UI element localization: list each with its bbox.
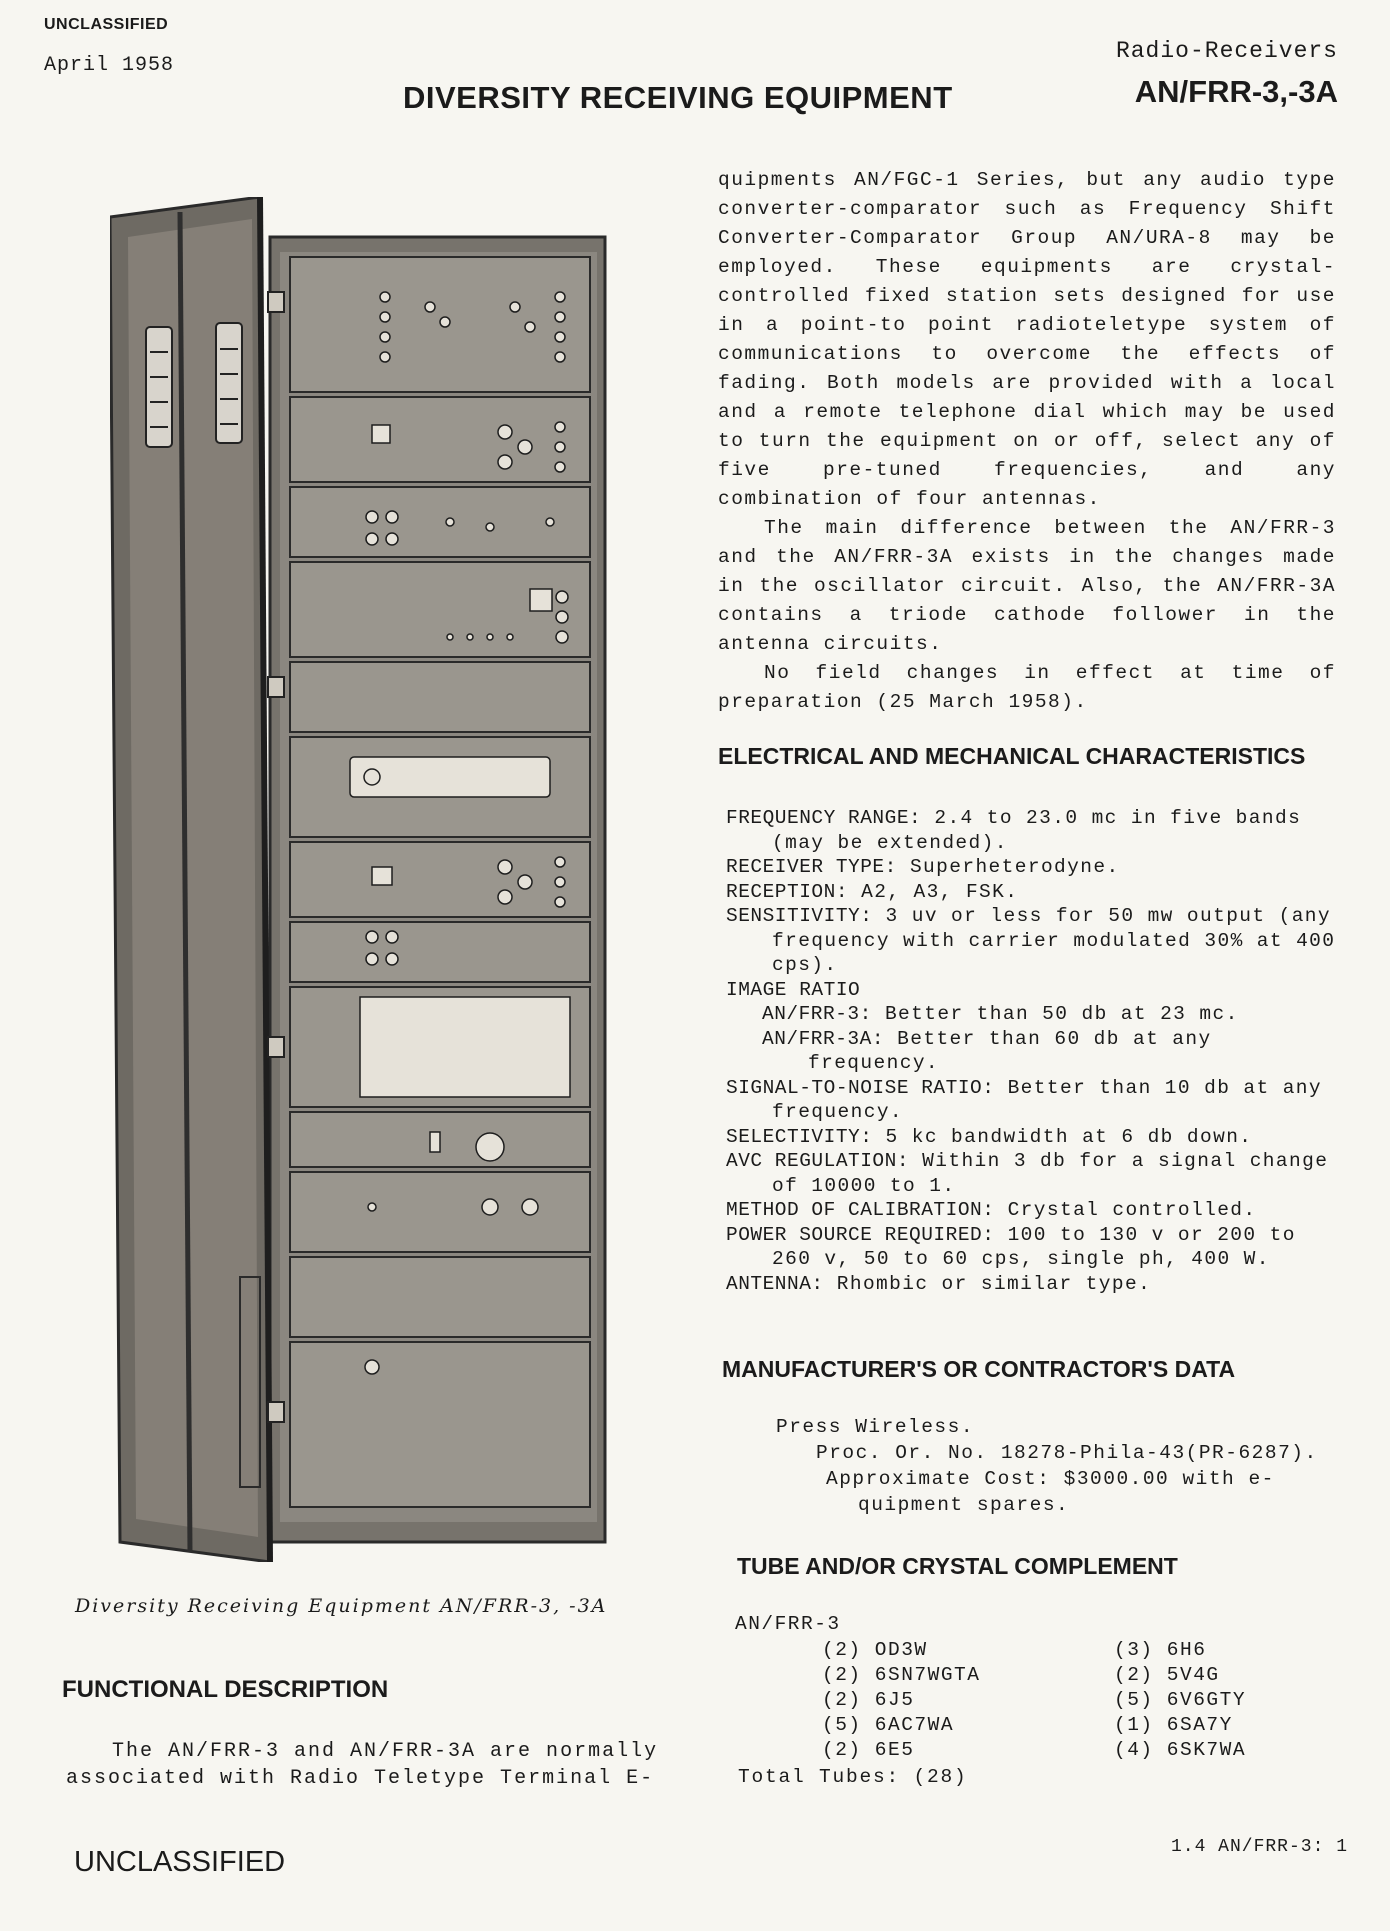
spec-signal-to-noise: SIGNAL-TO-NOISE RATIO: Better than 10 db at any frequency. bbox=[726, 1076, 1323, 1123]
tube-heading: TUBE AND/OR CRYSTAL COMPLEMENT bbox=[737, 1553, 1178, 1579]
approximate-cost-continued: quipment spares. bbox=[858, 1494, 1070, 1516]
manufacturer-heading: MANUFACTURER'S OR CONTRACTOR'S DATA bbox=[722, 1356, 1236, 1382]
spec-calibration: METHOD OF CALIBRATION: Crystal controlled. bbox=[726, 1199, 1257, 1221]
spec-receiver-type: RECEIVER TYPE: Superheterodyne. bbox=[726, 856, 1120, 878]
tube-item: (5) 6V6GTY bbox=[1114, 1689, 1247, 1711]
functional-text bbox=[66, 1738, 686, 1792]
manufacturer-name: Press Wireless. bbox=[776, 1416, 975, 1438]
tube-item: (1) 6SA7Y bbox=[1114, 1714, 1233, 1736]
paragraph-2: The main difference between the AN/FRR-3 and the AN/FRR-3A exists in the changes made in the oscillator circuit. Also, the AN/FRR-3A contains a triode cathode follower in the antenna circuits. bbox=[718, 517, 1336, 655]
spec-image-ratio-frr3: AN/FRR-3: Better than 50 db at 23 mc. bbox=[762, 1003, 1239, 1025]
category-label: Radio-Receivers bbox=[1115, 38, 1338, 64]
manufacturer-data bbox=[776, 1414, 1318, 1518]
spec-reception: RECEPTION: A2, A3, FSK. bbox=[726, 880, 1019, 903]
page-title: DIVERSITY RECEIVING EQUIPMENT bbox=[403, 80, 953, 115]
procurement-order: Proc. Or. No. 18278-Phila-43(PR-6287). bbox=[816, 1442, 1318, 1464]
tube-list-right bbox=[1114, 1638, 1246, 1763]
spec-antenna: ANTENNA: Rhombic or similar type. bbox=[726, 1272, 1152, 1295]
paragraph-3: No field changes in effect at time of preparation (25 March 1958). bbox=[718, 662, 1336, 713]
spec-avc-regulation: AVC REGULATION: Within 3 db for a signal change of 10000 to 1. bbox=[726, 1150, 1329, 1197]
spec-list bbox=[726, 806, 1348, 1296]
spec-frequency-range: FREQUENCY RANGE: 2.4 to 23.0 mc in five bands (may be extended). bbox=[726, 807, 1302, 854]
equipment-photo bbox=[110, 197, 620, 1562]
spec-power-source: POWER SOURCE REQUIRED: 100 to 130 v or 200 to 260 v, 50 to 60 cps, single ph, 400 W. bbox=[726, 1223, 1296, 1270]
electrical-heading: ELECTRICAL AND MECHANICAL CHARACTERISTICS bbox=[718, 743, 1306, 769]
tube-item: (2) 5V4G bbox=[1114, 1664, 1220, 1686]
tube-model: AN/FRR-3 bbox=[735, 1613, 841, 1635]
tube-list-left bbox=[822, 1638, 980, 1763]
tube-item: (2) 6E5 bbox=[822, 1739, 915, 1761]
tube-item: (2) 6SN7WGTA bbox=[822, 1664, 981, 1686]
tube-item: (4) 6SK7WA bbox=[1114, 1739, 1247, 1761]
spec-sensitivity: SENSITIVITY: 3 uv or less for 50 mw output (any frequency with carrier modulated 30% at 400 cps). bbox=[726, 905, 1336, 976]
total-tubes: Total Tubes: (28) bbox=[738, 1766, 968, 1788]
classification-top: UNCLASSIFIED bbox=[44, 16, 169, 33]
page-number: 1.4 AN/FRR-3: 1 bbox=[1170, 1837, 1348, 1857]
spec-selectivity: SELECTIVITY: 5 kc bandwidth at 6 db down. bbox=[726, 1125, 1253, 1148]
continued-description bbox=[718, 166, 1336, 717]
tube-item: (3) 6H6 bbox=[1114, 1639, 1207, 1661]
paragraph-1: quipments AN/FGC-1 Series, but any audio type converter-comparator such as Frequency Shift Converter-Comparator Group AN/URA-8 may be employed. These equipments are crystal-controlled fixed station sets designed for use in a point-to point radioteletype system of communications to overcome the effects of fading. Both models are provided with a local and a remote telephone dial which may be used to turn the equipment on or off, select any of five pre-tuned frequencies, and any combination of four antennas. bbox=[718, 169, 1336, 510]
document-date: April 1958 bbox=[44, 54, 175, 77]
model-number: AN/FRR-3,-3A bbox=[1134, 74, 1338, 109]
tube-item: (2) OD3W bbox=[822, 1639, 928, 1661]
tube-item: (5) 6AC7WA bbox=[822, 1714, 955, 1736]
functional-heading: FUNCTIONAL DESCRIPTION bbox=[62, 1676, 389, 1703]
approximate-cost: Approximate Cost: $3000.00 with e- bbox=[826, 1468, 1275, 1490]
photo-caption: Diversity Receiving Equipment AN/FRR-3, -3A bbox=[75, 1595, 608, 1617]
functional-line-2: associated with Radio Teletype Terminal E- bbox=[66, 1767, 655, 1790]
tube-item: (2) 6J5 bbox=[822, 1689, 915, 1711]
classification-bottom: UNCLASSIFIED bbox=[74, 1846, 286, 1878]
functional-line-1: The AN/FRR-3 and AN/FRR-3A are normally bbox=[112, 1740, 659, 1763]
spec-image-ratio-frr3a: AN/FRR-3A: Better than 60 db at any frequency. bbox=[762, 1027, 1212, 1074]
spec-image-ratio: IMAGE RATIO bbox=[726, 978, 861, 1001]
